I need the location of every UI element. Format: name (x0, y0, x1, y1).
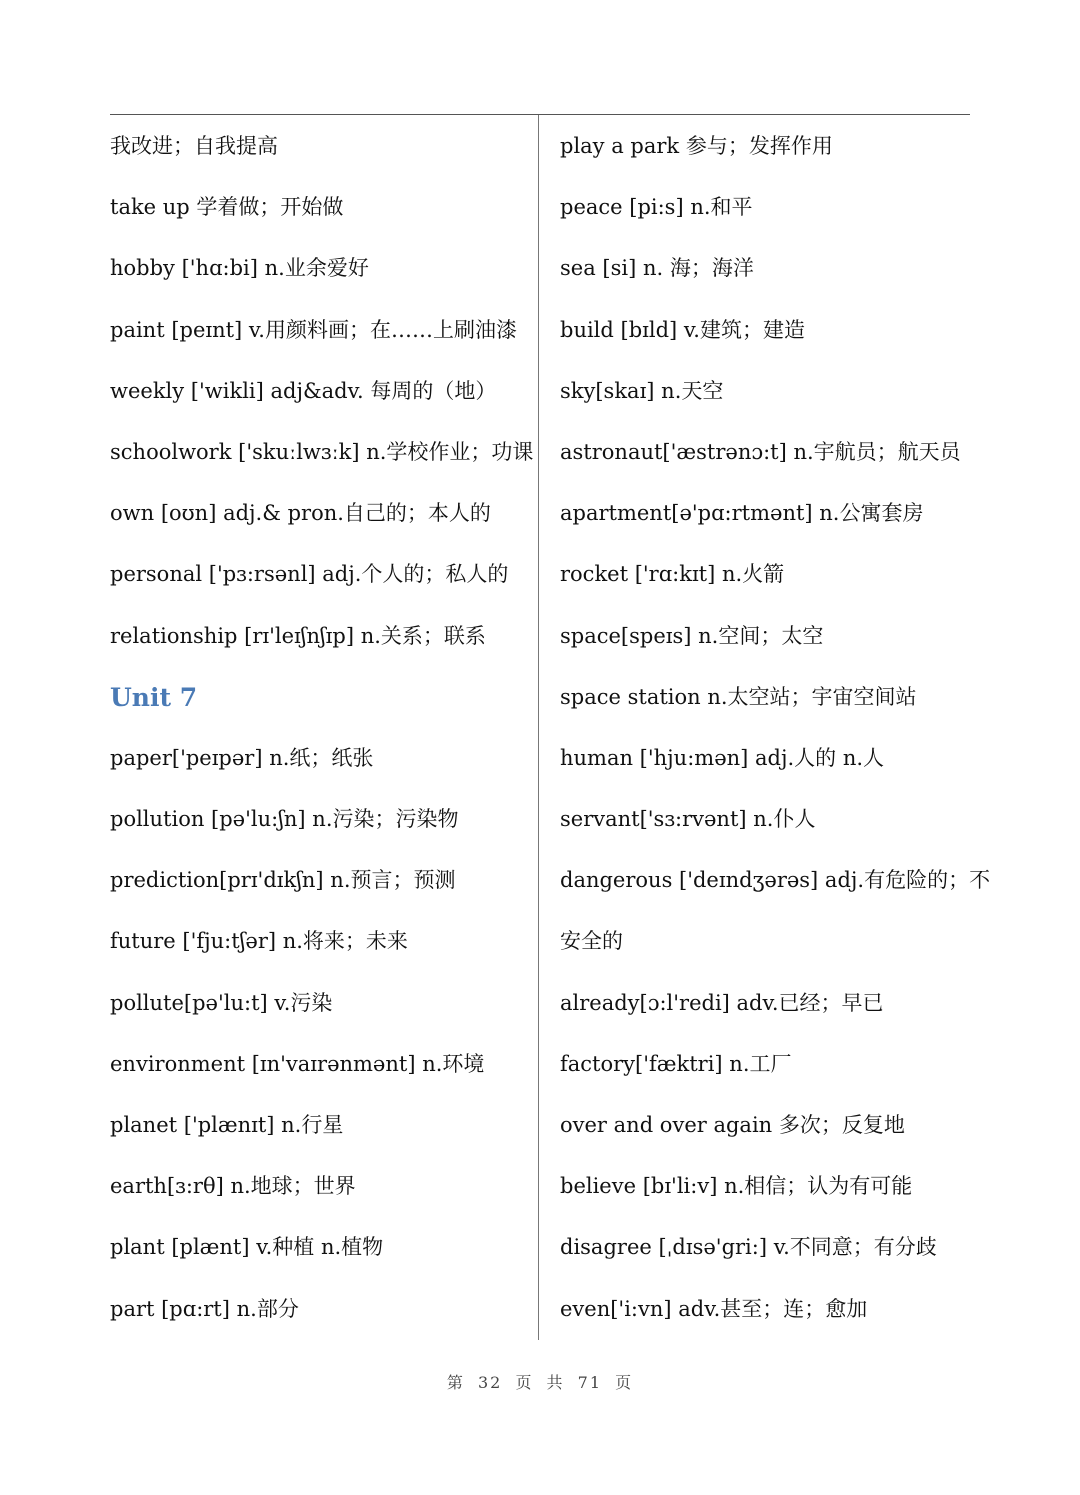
vocab-entry: apartment[ə'pɑ:rtmənt] n.公寓套房 (560, 501, 924, 526)
vocab-entry: paper['peɪpər] n.纸；纸张 (110, 745, 374, 770)
vocab-entry: prediction[prɪ'dɪkʃn] n.预言；预测 (110, 868, 456, 893)
left-column (110, 116, 534, 1340)
vocab-entry: play a park 参与；发挥作用 (560, 134, 833, 158)
vocab-entry: take up 学着做；开始做 (110, 195, 344, 220)
footer-page-word: 第 (446, 1373, 465, 1392)
vocab-entry: earth[ɜ:rθ] n.地球；世界 (110, 1174, 356, 1199)
vocab-entry: even['i:vn] adv.甚至；连；愈加 (560, 1296, 868, 1321)
vocab-entry: part [pɑ:rt] n.部分 (110, 1296, 299, 1321)
vocab-entry: future ['fju:tʃər] n.将来；未来 (110, 929, 408, 954)
vocab-entry: peace [pi:s] n.和平 (560, 195, 753, 220)
vocab-entry: sky[skaɪ] n.天空 (560, 378, 724, 403)
vocab-entry: human ['hju:mən] adj.人的 n.人 (560, 745, 885, 770)
vocab-entry: plant [plænt] v.种植 n.植物 (110, 1235, 384, 1260)
vocab-entry: rocket ['rɑ:kɪt] n.火箭 (560, 562, 785, 587)
vocab-entry: relationship [rɪ'leɪʃnʃɪp] n.关系；联系 (110, 623, 486, 648)
vocab-entry: weekly ['wikli] adj&adv. 每周的（地） (110, 378, 497, 403)
vocab-entry: already[ɔ:l'redi] adv.已经；早已 (560, 990, 884, 1015)
unit-heading: Unit 7 (110, 682, 198, 712)
vocab-entry-continuation: 安全的 (560, 929, 623, 954)
vocab-entry: disagree [ˌdɪsə'gri:] v.不同意；有分歧 (560, 1235, 937, 1260)
vocab-entry: servant['sɜ:rvənt] n.仆人 (560, 807, 816, 832)
vocab-entry: space station n.太空站；宇宙空间站 (560, 684, 917, 709)
vocab-entry: planet ['plænɪt] n.行星 (110, 1113, 344, 1137)
vocab-entry: own [oʊn] adj.& pron.自己的；本人的 (110, 501, 491, 526)
vocab-entry: hobby ['hɑ:bi] n.业余爱好 (110, 256, 369, 281)
top-rule (110, 114, 970, 115)
vocab-entry: paint [peɪnt] v.用颜料画；在……上刷油漆 (110, 317, 517, 342)
footer-total-unit: 页 (615, 1373, 634, 1392)
page-footer (0, 1370, 1080, 1393)
vocab-entry: dangerous ['deɪndʒərəs] adj.有危险的；不 (560, 868, 991, 893)
vocab-entry: factory['fæktri] n.工厂 (560, 1051, 792, 1076)
footer-total-word: 共 (546, 1373, 565, 1392)
vocab-entry: environment [ɪn'vaɪrənmənt] n.环境 (110, 1051, 485, 1076)
vocab-entry: sea [si] n. 海；海洋 (560, 256, 754, 281)
vocab-entry: space[speɪs] n.空间；太空 (560, 623, 824, 648)
column-divider (538, 115, 539, 1340)
vocab-entry: build [bɪld] v.建筑；建造 (560, 317, 805, 342)
vocab-entry: personal ['pɜ:rsənl] adj.个人的；私人的 (110, 562, 509, 587)
vocab-entry: over and over again 多次；反复地 (560, 1113, 905, 1137)
footer-page-unit: 页 (515, 1373, 534, 1392)
right-column (560, 116, 991, 1340)
vocab-entry: pollution [pə'lu:ʃn] n.污染；污染物 (110, 807, 459, 832)
vocab-entry: schoolwork ['skuːlwɜːk] n.学校作业；功课 (110, 439, 534, 464)
footer-page-number: 32 (477, 1373, 503, 1392)
vocab-entry: pollute[pə'lu:t] v.污染 (110, 990, 333, 1015)
footer-total-pages: 71 (577, 1373, 603, 1392)
vocab-entry: astronaut['æstrənɔ:t] n.宇航员；航天员 (560, 439, 961, 464)
vocab-entry: believe [bɪ'li:v] n.相信；认为有可能 (560, 1174, 913, 1199)
vocab-entry: 我改进；自我提高 (110, 134, 278, 158)
